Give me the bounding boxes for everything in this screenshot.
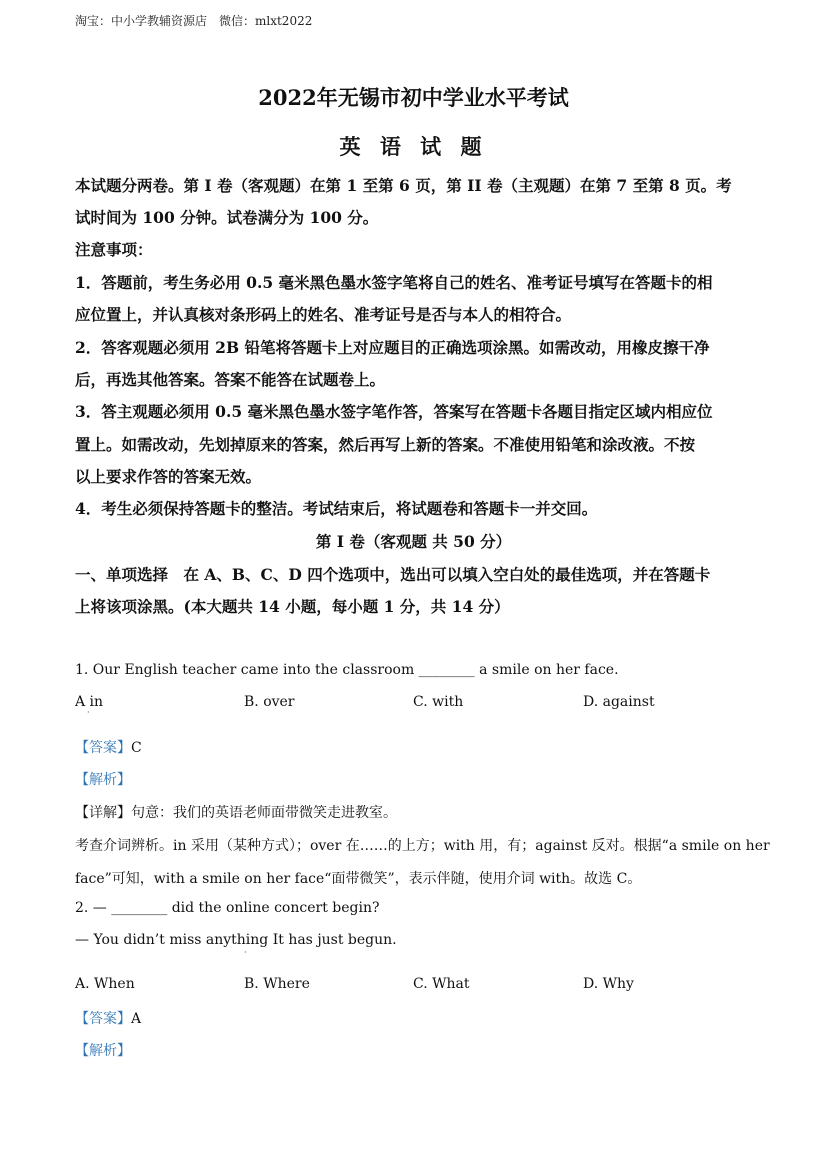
q1-answer: [75, 737, 142, 757]
q2-answer: [75, 1008, 141, 1028]
q1-detail: 【详解】句意：我们的英语老师面带微笑走进教室。: [75, 805, 397, 821]
notice-line: 以上要求作答的答案无效。: [75, 467, 262, 486]
q1-option-a: A in: [75, 694, 104, 710]
q1-dot-mark: ·: [87, 708, 90, 717]
answer-value: C: [131, 740, 142, 756]
section1-line-1: 一、单项选择 在 A、B、C、D 四个选项中，选出可以填入空白处的最佳选项，并在答题卡: [75, 565, 711, 584]
q2-option-c: C. What: [413, 976, 470, 992]
part1-title: 第 I 卷（客观题 共 50 分）: [315, 532, 512, 551]
notice-line: 2．答客观题必须用 2B 铅笔将答题卡上对应题目的正确选项涂黑。如需改动，用橡皮擦干净: [75, 338, 710, 357]
notice-line: 3．答主观题必须用 0.5 毫米黑色墨水签字笔作答，答案写在答题卡各题目指定区域内相应位: [75, 402, 713, 421]
q1-analysis-label: 【解析】: [75, 772, 131, 788]
q2-analysis-label: 【解析】: [75, 1043, 131, 1059]
q2-stem: 2. — ________ did the online concert begin?: [75, 900, 380, 916]
q2-option-b: B. Where: [244, 976, 310, 992]
notice-line: 应位置上，并认真核对条形码上的姓名、准考证号是否与本人的相符合。: [75, 305, 572, 324]
intro-line-1: 本试题分两卷。第 I 卷（客观题）在第 1 至第 6 页，第 II 卷（主观题）在第 7 至第 8 页。考: [75, 176, 732, 195]
notice-line: 置上。如需改动，先划掉原来的答案，然后再写上新的答案。不准使用铅笔和涂改液。不按: [75, 435, 696, 454]
q1-option-d: D. against: [583, 694, 655, 710]
notice-line: 1．答题前，考生务必用 0.5 毫米黑色墨水签字笔将自己的姓名、准考证号填写在答题卡的相: [75, 273, 713, 292]
exam-subtitle: 英 语 试 题: [339, 134, 488, 159]
answer-value: A: [131, 1011, 142, 1027]
answer-label: 【答案】: [75, 740, 131, 756]
notice-line: 4．考生必须保持答题卡的整洁。考试结束后，将试题卷和答题卡一并交回。: [75, 499, 598, 518]
q1-stem: 1. Our English teacher came into the classroom ________ a smile on her face.: [75, 662, 619, 678]
q1-option-c: C. with: [413, 694, 464, 710]
intro-line-2: 试时间为 100 分钟。试卷满分为 100 分。: [75, 208, 379, 227]
q1-explain-line-1: 考查介词辨析。in 采用（某种方式）；over 在……的上方；with 用，有；against 反对。根据“a smile on her: [75, 838, 770, 854]
q1-option-b: B. over: [244, 694, 295, 710]
exam-title: 2022年无锡市初中学业水平考试: [258, 85, 569, 110]
answer-label: 【答案】: [75, 1011, 131, 1027]
q2-option-a: A. When: [75, 976, 135, 992]
q2-option-d: D. Why: [583, 976, 634, 992]
page-header: 淘宝：中小学教辅资源店 微信：mlxt2022: [75, 14, 313, 28]
q2-stem-line-2: — You didn’t miss anything It has just begun.: [75, 932, 397, 948]
q1-explain-line-2: face”可知，with a smile on her face“面带微笑”，表示伴随，使用介词 with。故选 C。: [75, 871, 642, 887]
q2-dot-mark: ·: [244, 948, 247, 957]
section1-line-2: 上将该项涂黑。(本大题共 14 小题，每小题 1 分，共 14 分）: [75, 597, 510, 616]
notice-line: 后，再选其他答案。答案不能答在试题卷上。: [75, 370, 386, 389]
notice-title: 注意事项：: [75, 240, 153, 259]
